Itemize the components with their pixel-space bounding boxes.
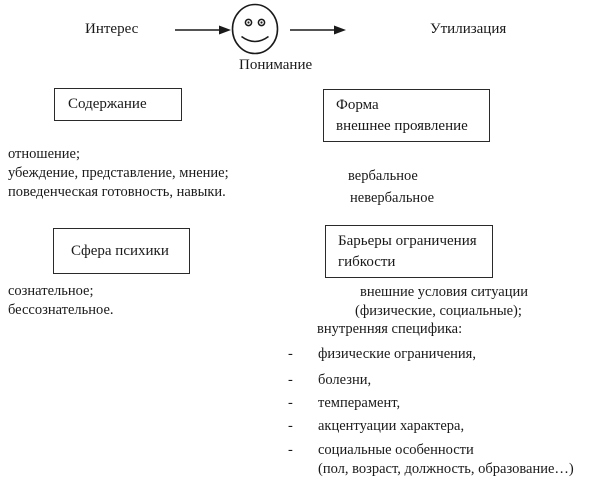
content-box-label: Содержание <box>68 96 147 112</box>
barrier-list-item <box>288 395 400 412</box>
barrier-list-note: (пол, возраст, должность, образование…) <box>318 461 574 477</box>
psyche-box <box>53 228 190 274</box>
form-item-nonverbal: невербальное <box>350 190 435 206</box>
barriers-box-label-line1: Барьеры ограничения <box>338 233 477 249</box>
arrow-right-icon <box>175 24 231 36</box>
dash-bullet: - <box>288 442 293 458</box>
barrier-list-item <box>288 372 371 389</box>
barrier-list-item-label: социальные особенности <box>318 442 474 458</box>
dash-bullet: - <box>288 418 293 434</box>
arrow-right-icon <box>290 24 346 36</box>
psyche-item: бессознательное. <box>8 302 114 318</box>
barrier-list-item-label: болезни, <box>318 372 372 388</box>
utilization-label: Утилизация <box>430 21 507 37</box>
external-conditions-line2: (физические, социальные); <box>355 303 522 319</box>
barrier-list-item <box>288 346 476 363</box>
form-box-label-line2: внешнее проявление <box>336 118 468 134</box>
understanding-caption: Понимание <box>239 57 313 73</box>
form-box <box>323 89 490 142</box>
psyche-box-label: Сфера психики <box>71 242 169 259</box>
form-box-label-line1: Форма <box>336 97 379 113</box>
barrier-list-item-label: темперамент, <box>318 395 401 411</box>
content-item: отношение; <box>8 146 80 162</box>
dash-bullet: - <box>288 372 293 388</box>
barrier-list-item-label: акцентуации характера, <box>318 418 465 434</box>
smiley-face-icon <box>231 3 279 55</box>
barrier-list-item <box>288 418 464 435</box>
form-item-verbal: вербальное <box>348 168 418 184</box>
external-conditions-line1: внешние условия ситуации <box>360 284 528 300</box>
barriers-box-label-line2: гибкости <box>338 254 396 270</box>
content-item: поведенческая готовность, навыки. <box>8 184 226 200</box>
content-box <box>54 88 182 121</box>
dash-bullet: - <box>288 346 293 362</box>
internal-specifics-header: внутренняя специфика: <box>317 321 463 337</box>
barrier-list-item <box>288 442 474 459</box>
content-item: убеждение, представление, мнение; <box>8 165 229 181</box>
psyche-item: сознательное; <box>8 283 94 299</box>
barrier-list-item-label: физические ограничения, <box>318 346 476 362</box>
barriers-box <box>325 225 493 278</box>
dash-bullet: - <box>288 395 293 411</box>
interest-label: Интерес <box>85 21 139 37</box>
